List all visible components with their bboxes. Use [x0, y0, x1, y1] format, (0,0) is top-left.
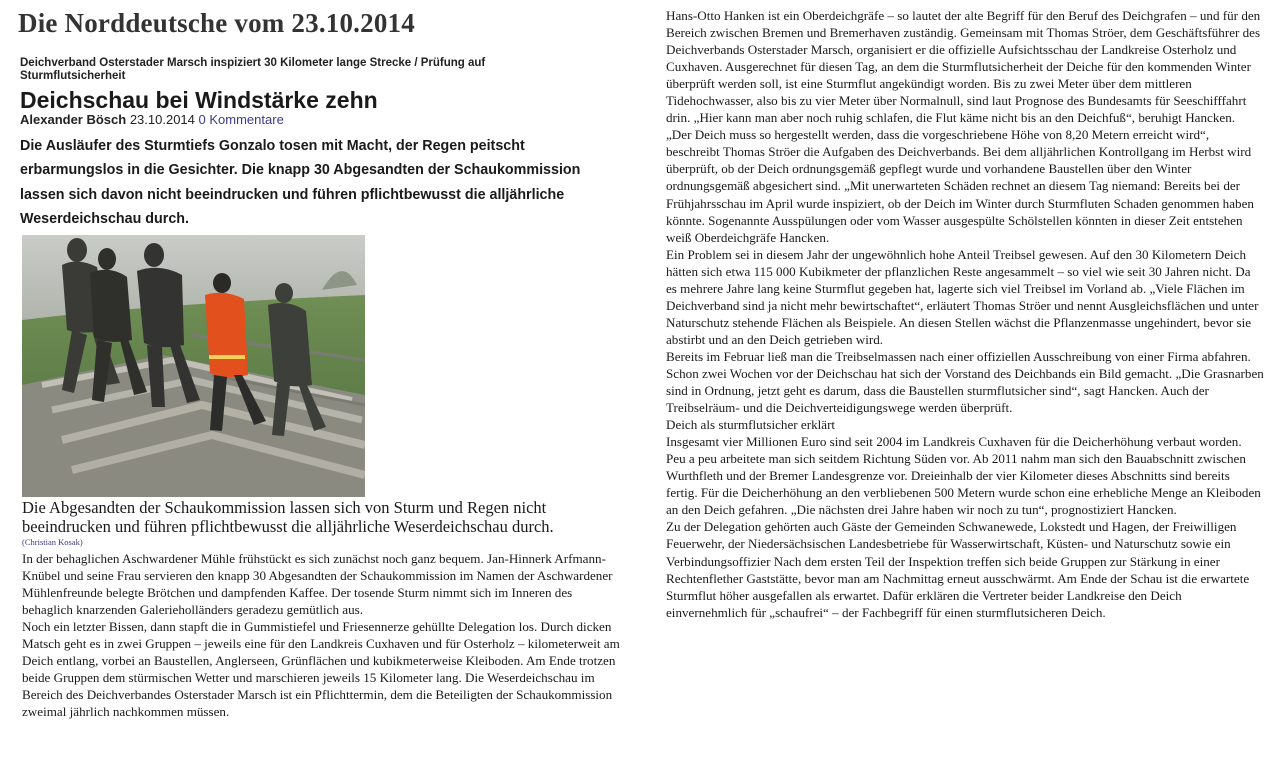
- article-date: 23.10.2014: [129, 112, 195, 127]
- body-paragraph: In der behaglichen Aschwardener Mühle frühstückt es sich zunächst noch ganz bequem. Jan-Hinnerk Arfmann-Knübel und seine Frau servieren den knapp 30 Abgesandten der Schaukommission im Namen der Aschwardener Mühlenfreunde belegte Brötchen und dampfenden Kaffee. Der tosende Sturm nimmt sich im Inneren des behaglich knarzenden Galerieholländers geradezu gemütlich aus.: [22, 551, 613, 617]
- article-body-right: [666, 7, 1264, 621]
- article-subhead: Deich als sturmflutsicher erklärt: [666, 417, 836, 433]
- body-paragraph: „Der Deich muss so hergestellt werden, dass die vorgeschriebene Höhe von 8,20 Metern erreicht wird“, beschreibt Thomas Ströer die Aufgaben des Deichverbands. Bei dem alljährlichen Kontrollgang im Herbst wird überprüft, ob der Deich ordnungsgemäß gepflegt wurde und vorhandene Baustellen über den Winter ordnungsgemäß abgesichert sind. „Mit unerwarteten Schäden rechnet an diesem Tag niemand: Bereits bei der Frühjahrsschau im April wurde inspiziert, ob der Deich im Winter durch Sturmfluten Schaden genommen haben könnte. Sogenannte Ausspülungen oder vom Wasser ausgespülte Schölstellen könnten in dieser Zeit entstehen weiß Oberdeichgräfe Hancken.: [666, 127, 1254, 245]
- article-author: Alexander Bösch: [20, 112, 127, 127]
- newspaper-masthead: Die Norddeutsche vom 23.10.2014: [18, 8, 415, 38]
- body-paragraph: Ein Problem sei in diesem Jahr der ungewöhnlich hohe Anteil Treibsel gewesen. Auf den 30 Kilometern Deich hätten sich etwa 115 000 Kubikmeter der pflanzlichen Reste angesammelt – so viel wie seit 30 Jahren nicht. Da es mehrere Jahre lang keine Sturmflut gegeben hat, lagerte sich viel Treibsel im Vorland ab. „Viele Flächen im Deichverband sind ja nicht mehr bewirtschaftet“, erläutert Thomas Ströer und nennt Ausgleichsflächen und unter Naturschutz stehende Flächen als Beispiele. An diesen Stellen wächst die Pflanzenmasse ungehindert, bevor sie abstirbt und an den Deich getrieben wird.: [666, 246, 1259, 347]
- body-paragraph: Zu der Delegation gehörten auch Gäste der Gemeinden Schwanewede, Lokstedt und Hagen, der Freiwilligen Feuerwehr, der Niedersächsischen Landesbetriebe für Wasserwirtschaft, Küsten- und Naturschutz sowie ein Verbindungsoffizier Nach dem ersten Teil der Inspektion treffen sich beide Gruppen zur Stärkung in einer Rechtenflether Gaststätte, bevor man am Nachmittag erneut ausschwärmt. Am Ende der Schau ist die erwartete Sturmflut höher ausgefallen als erwartet. Dafür erklären die Vertreter beider Landkreise den Deich einvernehmlich für „schaufrei“ – der Fachbegriff für einen sturmflutsicheren Deich.: [666, 519, 1250, 620]
- article-byline: [20, 112, 284, 127]
- article-headline: Deichschau bei Windstärke zehn: [20, 87, 378, 113]
- article-lead: Die Ausläufer des Sturmtiefs Gonzalo tosen mit Macht, der Regen peitscht erbarmungslos in die Gesichter. Die knapp 30 Abgesandten der Schaukommission lassen sich davon nicht beeindrucken und führen pflichtbewusst die alljährliche Weserdeichschau durch.: [20, 138, 581, 227]
- photo-caption: Die Abgesandten der Schaukommission lassen sich von Sturm und Regen nicht beeindrucken und führen pflichtbewusst die alljährliche Weserdeichschau durch.: [22, 498, 554, 536]
- body-paragraph: Noch ein letzter Bissen, dann stapft die in Gummistiefel und Friesennerze gehüllte Delegation los. Durch dicken Matsch geht es in zwei Gruppen – jeweils eine für den Landkreis Cuxhaven und für Osterholz – kilometerweit am Deich entlang, vorbei an Baustellen, Anglerseen, Grünflächen und kubikmeterweise Kleiboden. Am Ende trotzen beide Gruppen dem stürmischen Wetter und marschieren jeweils 15 Kilometer lang. Die Weserdeichschau im Bereich des Deichverbandes Osterstader Marsch ist ein Pflichttermin, dem die Beteiligten der Schaukommission zweimal jährlich nachkommen müssen.: [22, 619, 620, 719]
- article-kicker: Deichverband Osterstader Marsch inspiziert 30 Kilometer lange Strecke / Prüfung auf Sturmflutsicherheit: [20, 57, 486, 82]
- photo-illustration: [22, 235, 365, 497]
- body-paragraph: Hans-Otto Hanken ist ein Oberdeichgräfe – so lautet der alte Begriff für den Beruf des Deichgrafen – und für den Bereich zwischen Bremen und Bremerhaven zuständig. Gemeinsam mit Thomas Ströer, dem Geschäftsführer des Deichverbands Osterstader Marsch, organisiert er die offizielle Aufsichtsschau der Landkreise Osterholz und Cuxhaven. Ausgerechnet für diesen Tag, an dem die Sturmflutsicherheit der Deiche für den kommenden Winter überprüft werden soll, ist eine Sturmflut angekündigt worden. Bis zu zwei Meter über dem mittleren Tidehochwasser, also bis zu vier Meter über Normalnull, sind laut Prognose des Bundesamts für Seeschifffahrt drin. „Hier kann man aber noch ruhig schlafen, die Flut käme nicht bis an den Deichfuß“, beruhigt Hancken.: [666, 8, 1261, 126]
- photo-credit: (Christian Kosak): [22, 537, 83, 547]
- article-body-left: [22, 550, 626, 720]
- article-photo: [22, 235, 365, 497]
- comments-link[interactable]: 0 Kommentare: [198, 112, 284, 127]
- body-paragraph: Bereits im Februar ließ man die Treibselmassen nach einer offiziellen Ausschreibung von einer Firma abfahren. Schon zwei Wochen vor der Deichschau hat sich der Vorstand des Deichbands ein Bild gemacht. „Die Grasnarben sind in Ordnung, jetzt geht es darum, dass die Baustellen sturmflutsicher sind“, sagt Hancken. Auch der Treibselräum- und die Deichverteidigungswege werden überprüft.: [666, 348, 1264, 416]
- body-paragraph: Insgesamt vier Millionen Euro sind seit 2004 im Landkreis Cuxhaven für die Deicherhöhung verbaut worden. Peu a peu arbeitete man sich seitdem Richtung Süden vor. Ab 2011 nahm man sich den Bauabschnitt zwischen Wurthfleth und der Bremer Landesgrenze vor. Dreieinhalb der vier Kilometer dieses Abschnitts sind bereits fertig. Für die Deicherhöhung an den verbliebenen 500 Metern wurde schon eine erhebliche Menge an Kleiboden an den Deich gefahren. „Die nächsten drei Jahre haben wir noch zu tun“, prognostiziert Hancken.: [666, 434, 1261, 518]
